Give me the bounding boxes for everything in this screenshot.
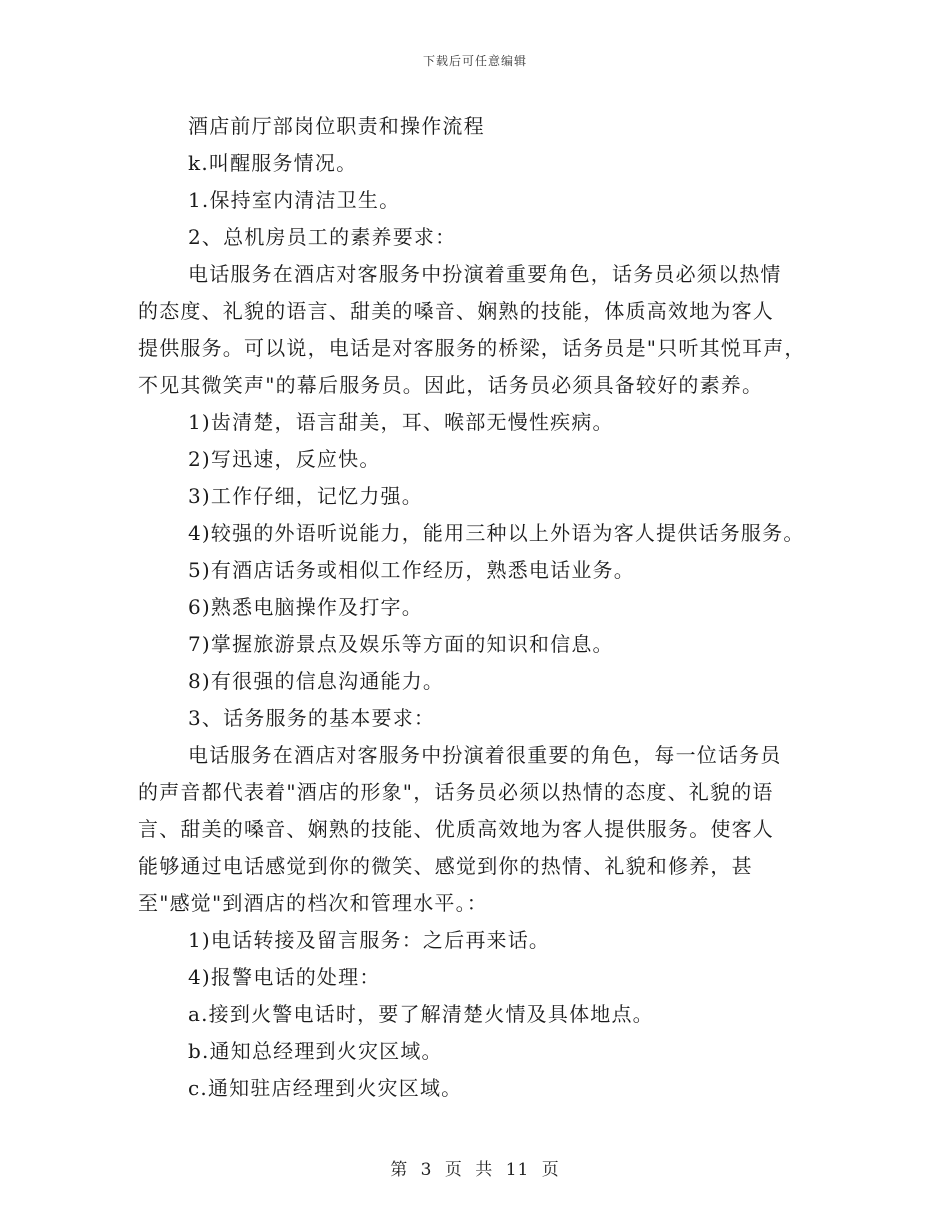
page-header: 下载后可任意编辑 <box>422 54 527 68</box>
document-body <box>138 108 828 1107</box>
document-title: 酒店前厅部岗位职责和操作流程 <box>188 114 485 138</box>
paragraph-line: 的态度、礼貌的语言、甜美的嗓音、娴熟的技能，体质高效地为客人 <box>138 299 774 323</box>
list-item: 1)电话转接及留言服务：之后再来话。 <box>188 928 551 952</box>
list-item: 4)报警电话的处理： <box>188 965 381 989</box>
list-item: 2)写迅速，反应快。 <box>188 447 381 471</box>
list-item: c.通知驻店经理到火灾区域。 <box>188 1076 463 1100</box>
text-line: k.叫醒服务情况。 <box>188 151 358 175</box>
list-item: a.接到火警电话时，要了解清楚火情及具体地点。 <box>188 1002 654 1026</box>
paragraph-line: 能够通过电话感觉到你的微笑、感觉到你的热情、礼貌和修养，甚 <box>138 854 753 878</box>
paragraph-line: 电话服务在酒店对客服务中扮演着重要角色，话务员必须以热情 <box>188 262 782 286</box>
paragraph-line: 提供服务。可以说，电话是对客服务的桥梁，话务员是"只听其悦耳声， <box>138 336 806 360</box>
section-heading: 3、话务服务的基本要求： <box>188 706 436 730</box>
page-footer: 第 3 页 共 11 页 <box>390 1160 560 1180</box>
text-line: 1.保持室内清洁卫生。 <box>188 188 401 212</box>
paragraph-line: 电话服务在酒店对客服务中扮演着很重要的角色，每一位话务员 <box>188 743 782 767</box>
list-item: b.通知总经理到火灾区域。 <box>188 1039 443 1063</box>
list-item: 5)有酒店话务或相似工作经历，熟悉电话业务。 <box>188 558 635 582</box>
list-item: 7)掌握旅游景点及娱乐等方面的知识和信息。 <box>188 632 614 656</box>
list-item: 3)工作仔细，记忆力强。 <box>188 484 423 508</box>
paragraph-line: 至"感觉"到酒店的档次和管理水平。： <box>138 891 488 915</box>
list-item: 4)较强的外语听说能力，能用三种以上外语为客人提供话务服务。 <box>188 521 805 545</box>
list-item: 6)熟悉电脑操作及打字。 <box>188 595 423 619</box>
paragraph-line: 的声音都代表着"酒店的形象"，话务员必须以热情的态度、礼貌的语 <box>138 780 774 804</box>
list-item: 1)齿清楚，语言甜美，耳、喉部无慢性疾病。 <box>188 410 614 434</box>
paragraph-line: 言、甜美的嗓音、娴熟的技能、优质高效地为客人提供服务。使客人 <box>138 817 774 841</box>
paragraph-line: 不见其微笑声"的幕后服务员。因此，话务员必须具备较好的素养。 <box>138 373 764 397</box>
list-item: 8)有很强的信息沟通能力。 <box>188 669 445 693</box>
section-heading: 2、总机房员工的素养要求： <box>188 225 457 249</box>
